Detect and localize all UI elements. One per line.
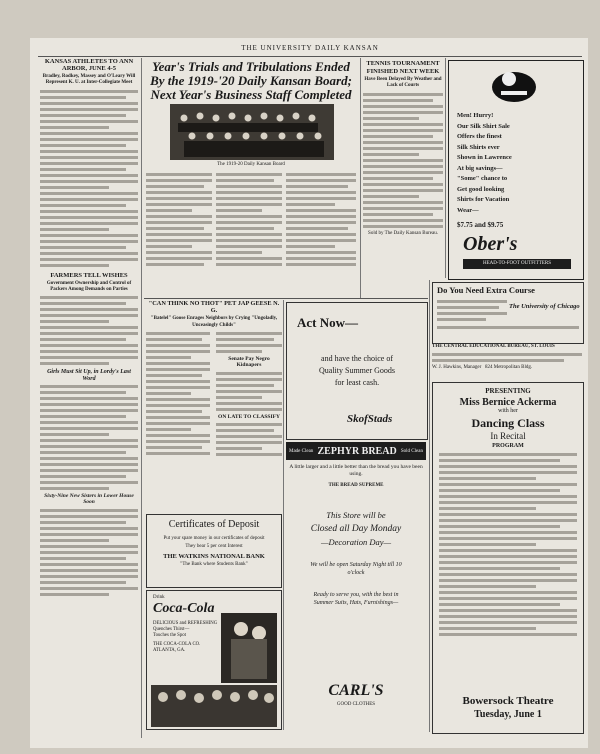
headline-athletes: KANSAS ATHLETES TO ANN ARBOR, JUNE 4-5: [44, 58, 134, 72]
extra-course-body: [437, 297, 507, 324]
tennis-footer: Sold by The Daily Kansan Bureau.: [368, 230, 438, 236]
coke-tag3: Touches the Spot: [153, 633, 186, 638]
obers-line7: "Some" chance to: [457, 175, 508, 182]
manager-name: W. J. Hawkins, Manager: [432, 365, 482, 370]
recital-date: Tuesday, June 1: [474, 709, 542, 720]
recital-program: PROGRAM: [492, 443, 524, 449]
obers-line9: Shirts for Vacation: [457, 196, 510, 203]
obers-line5: Shown in Lawrence: [457, 154, 512, 161]
chicago-logo-text: The University of Chicago: [509, 303, 580, 310]
certificates-title: Certificates of Deposit: [168, 519, 260, 530]
masthead-rule: [38, 56, 582, 57]
recital-ad: [432, 382, 584, 734]
section-rule: [144, 298, 428, 299]
obers-line10: Wear—: [457, 206, 479, 214]
extra-course-title: Do You Need Extra Course: [437, 285, 535, 295]
zephyr-made-clean: Made Clean: [289, 448, 314, 454]
zephyr-note: A little larger and a little better than the bread you have been using.: [289, 464, 423, 477]
act-now-line3: for least cash.: [334, 378, 380, 387]
headline-geese: "CAN THINK NO THOT" PET JAP GEESE N. G.: [148, 300, 280, 315]
act-now-line1: and have the choice of: [321, 354, 393, 363]
extra-course-detail: [437, 323, 579, 332]
carls-logo: CARL'S: [328, 682, 384, 699]
zephyr-bread-ad: [286, 442, 426, 500]
recital-title1: Dancing Class: [471, 416, 545, 430]
theatre-name: Bowersock Theatre: [462, 695, 554, 707]
headline-farmers: FARMERS TELL WISHES: [50, 271, 128, 279]
tennis-article: [363, 60, 443, 300]
act-now-title: Act Now—: [297, 315, 359, 330]
group-photo-figures: [170, 104, 334, 160]
carls-tagline: GOOD CLOTHES: [336, 702, 376, 707]
recital-title2: In Recital: [490, 431, 526, 441]
subhead-athletes: Bradley, Rodkey, Massey and O'Leary Will Represent K. U. at Inter-Collegiate Meet: [42, 74, 136, 86]
column-divider: [360, 58, 361, 298]
bureau-manager: [432, 365, 582, 370]
article-girls-body: [40, 385, 138, 490]
headline-sisters: Sixty-Nine New Sisters in Lower House Soon: [44, 493, 134, 506]
coca-cola-ad: [146, 590, 282, 730]
feature-title-line3: Next Year's Business Staff Completed: [150, 87, 352, 102]
act-now-line2: Quality Summer Goods: [319, 366, 395, 375]
feature-body-col2: [216, 170, 282, 296]
obers-ad: [448, 60, 584, 280]
certificates-line2: They bear 5 per cent Interest: [185, 544, 243, 549]
subhead-geese: "Batelel" Goose Enrages Neighbors by Crying "Ungoladly, Unceasingly Childs": [150, 316, 278, 328]
zephyr-name: ZEPHYR BREAD: [317, 445, 397, 457]
photo-caption: The 1919-20 Daily Kansan Board: [217, 162, 285, 167]
feature-body-col3: [286, 170, 356, 296]
coke-tag1: DELICIOUS and REFRESHING: [153, 621, 218, 626]
obers-ad-copy: [457, 111, 577, 216]
closed-line5: Ready to serve you, with the best in Summer Suits, Hats, Furnishings—: [313, 592, 399, 606]
subhead-farmers: Government Ownership and Control of Packers Among Demands on Parties: [46, 280, 132, 293]
tennis-body: [363, 93, 443, 228]
coke-drink: Drink: [153, 595, 165, 600]
mid-news-right: [216, 329, 282, 459]
coke-tag2: Quenches Thirst—: [153, 627, 190, 632]
left-column: [40, 58, 138, 738]
coke-copy: [153, 621, 223, 654]
manager-address: 824 Metropolitan Bldg.: [485, 365, 533, 370]
obers-line6: At big savings—: [457, 164, 503, 172]
column-divider: [445, 58, 446, 278]
article-athletes-body: [40, 90, 138, 267]
bank-motto: "The Bank where Students Bank": [180, 562, 248, 567]
obers-line3: Offers the finest: [457, 133, 502, 140]
obers-prices: $7.75 and $9.75: [457, 221, 504, 229]
mid-news: [146, 300, 282, 512]
certificates-ad: [146, 514, 282, 588]
closed-notice-ad: [286, 506, 426, 732]
bank-name: THE WATKINS NATIONAL BANK: [163, 553, 265, 560]
geese-body: [146, 329, 210, 458]
closed-line3: —Decoration Day—: [320, 537, 392, 547]
coke-company: THE COCA-COLA CO.: [153, 642, 201, 647]
closed-line1: This Store will be: [326, 510, 386, 520]
feature-body-col1: [146, 170, 212, 296]
coke-illustration-icon: [221, 613, 277, 683]
bureau-name: THE CENTRAL EDUCATIONAL BUREAU, ST. LOUIS: [432, 344, 555, 349]
obers-logo: Ober's: [463, 233, 518, 255]
zephyr-banner: [286, 442, 426, 460]
feature-title-line2: By the 1919-'20 Daily Kansan Board;: [150, 73, 352, 88]
headline-tennis: TENNIS TOURNAMENT FINISHED NEXT WEEK: [366, 60, 440, 75]
extra-course-ad: [432, 282, 584, 344]
obers-line4: Silk Shirts ever: [457, 143, 500, 151]
headline-girls: Girls Must Sit Up, in Lordy's Last Word: [47, 369, 131, 382]
certificates-line1: Put your spare money in our certificates of deposit: [163, 536, 265, 541]
zephyr-sold-clean: Sold Clean: [400, 448, 423, 454]
zephyr-shop: THE BREAD SUPREME: [328, 483, 384, 488]
feature-headline: [144, 60, 358, 102]
act-now-copy: [287, 353, 427, 389]
article-sisters-body: [40, 509, 138, 596]
column-divider: [283, 300, 284, 730]
kansan-board-photo: [170, 104, 334, 160]
article-farmers-body: [40, 296, 138, 365]
column-divider: [429, 280, 430, 732]
obers-line8: Get good looking: [457, 185, 505, 193]
hurrying-man-icon: [489, 65, 539, 105]
subhead-tennis: Have Been Delayed By Weather and Lack of Courts: [364, 77, 442, 89]
closed-line4: We will be open Saturday Night till 10 o'clock: [310, 562, 402, 576]
coke-logo: Coca-Cola: [153, 601, 215, 616]
obers-tagline: HEAD-TO-FOOT OUTFITTERS: [463, 259, 571, 269]
closed-line2: Closed all Day Monday: [310, 524, 402, 534]
headline-classify: ON LATE TO CLASSIFY: [218, 413, 280, 420]
recital-program-list: [439, 453, 577, 636]
coke-city: ATLANTA, GA.: [153, 648, 186, 653]
recital-name: Miss Bernice Ackerma: [459, 397, 557, 408]
column-divider: [141, 58, 142, 738]
headline-kidnapers: Senate Pay Negro Kidnapers: [228, 356, 270, 369]
crowd-illustration-icon: [151, 685, 277, 727]
obers-line2: Our Silk Shirt Sale: [457, 122, 510, 130]
recital-presenting: PRESENTING: [485, 387, 531, 395]
obers-line1: Men! Hurry!: [457, 112, 494, 119]
skofstads-logo: SkofStads: [347, 413, 393, 425]
act-now-ad: [286, 302, 428, 440]
recital-with: with her: [498, 408, 518, 414]
feature-title-line1: Year's Trials and Tribulations Ended: [152, 59, 350, 74]
central-bureau: [432, 344, 582, 370]
masthead: THE UNIVERSITY DAILY KANSAN: [241, 44, 379, 52]
